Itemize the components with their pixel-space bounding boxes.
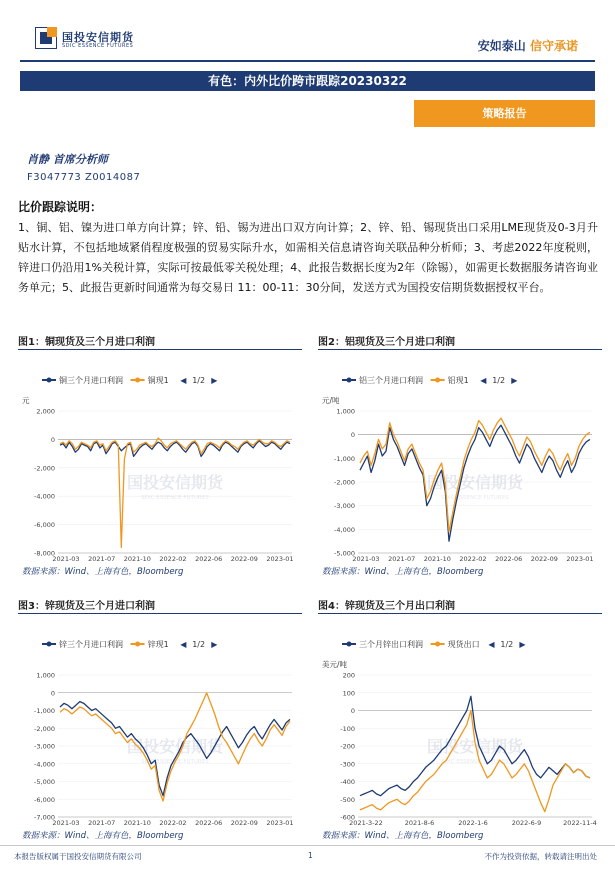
x-tick-label: 2021-03 [52, 819, 80, 827]
legend-prev-icon[interactable]: ◀ [488, 640, 495, 649]
x-tick-label: 2021-07 [88, 555, 116, 563]
legend-label-2: 铝现1 [447, 376, 469, 385]
y-tick-label: -2,000 [334, 478, 355, 487]
legend-marker-1 [347, 642, 352, 647]
y-unit-label: 元/吨 [322, 396, 340, 405]
x-tick-label: 2022-09 [230, 555, 258, 563]
y-tick-label: -6,000 [34, 521, 55, 530]
chart-3-caption-rule [18, 613, 302, 614]
logo-text: 国投安信期货 [62, 31, 134, 44]
x-tick-label: 2022-02 [159, 555, 187, 563]
report-type-tag: 策略报告 [414, 100, 595, 127]
x-tick-label: 2021-07 [88, 819, 116, 827]
legend-page-indicator: 1/2 [500, 640, 514, 649]
legend-next-icon[interactable]: ▶ [511, 376, 518, 385]
y-tick-label: -600 [340, 813, 355, 822]
y-tick-label: -4,000 [34, 492, 55, 501]
y-tick-label: -500 [340, 795, 355, 804]
legend-marker-1 [47, 378, 52, 383]
x-tick-label: 2022-02 [159, 819, 187, 827]
x-tick-label: 2021-07 [388, 555, 416, 563]
chart-4-caption: 图4：锌现货及三个月出口利润 [318, 601, 455, 612]
x-tick-label: 2022-6-9 [511, 819, 542, 827]
legend-label-2: 锌现1 [147, 640, 169, 649]
x-tick-label: 2022-11-4 [563, 819, 597, 827]
legend-label-1: 铜三个月进口利润 [59, 376, 123, 385]
legend-marker-2 [135, 378, 140, 383]
y-tick-label: -4,000 [34, 760, 55, 769]
chart-1-source: 数据来源：Wind、上海有色，Bloomberg [22, 567, 184, 577]
y-tick-label: -2,000 [34, 464, 55, 473]
legend-label-1: 三个月锌出口利润 [359, 640, 423, 649]
x-tick-label: 2023-01 [266, 819, 294, 827]
chart-2 [318, 353, 602, 563]
slogan [478, 37, 578, 54]
y-tick-label: -2,000 [34, 724, 55, 733]
y-tick-label: 1,000 [36, 671, 55, 680]
legend-page-indicator: 1/2 [492, 376, 506, 385]
chart-4-source: 数据来源：Wind、上海有色，Bloomberg [322, 831, 484, 841]
chart-3-caption: 图3：锌现货及三个月进口利润 [18, 601, 155, 612]
y-tick-label: 0 [50, 689, 55, 698]
chart-1-caption-rule [18, 349, 302, 350]
y-unit-label: 美元/吨 [322, 660, 348, 669]
legend-marker-1 [347, 378, 352, 383]
y-unit-label: 元 [22, 396, 30, 405]
legend-prev-icon[interactable]: ◀ [480, 376, 487, 385]
x-tick-label: 2021-10 [123, 555, 151, 563]
y-tick-label: -1,000 [34, 707, 55, 715]
x-tick-label: 2021-03 [352, 555, 380, 563]
footer-copyright: 本报告版权属于国投安信期货有限公司 [14, 852, 142, 861]
legend-page-indicator: 1/2 [192, 640, 206, 649]
chart-2-source: 数据来源：Wind、上海有色，Bloomberg [322, 567, 484, 577]
slogan-part-1: 安如泰山 [477, 39, 526, 53]
legend-label-1: 铝三个月进口利润 [359, 376, 423, 385]
x-tick-label: 2022-06 [195, 555, 223, 563]
legend-label-2: 铜现1 [147, 376, 169, 385]
x-tick-label: 2023-01 [566, 555, 594, 563]
page-number: 1 [308, 851, 313, 860]
chart-4-caption-rule [318, 613, 602, 614]
chart-2-caption-rule [318, 349, 602, 350]
x-tick-label: 2022-06 [495, 555, 523, 563]
legend-marker-2 [435, 378, 440, 383]
watermark-subtext: SDIC ESSENCE FUTURES [141, 759, 209, 765]
watermark-subtext: SDIC ESSENCE FUTURES [141, 495, 209, 501]
analyst-credentials: F3047773 Z0014087 [27, 172, 141, 183]
footer-divider [0, 845, 615, 846]
watermark-text: 国投安信期货 [126, 737, 224, 756]
x-tick-label: 2021-10 [423, 555, 451, 563]
y-tick-label: -3,000 [334, 502, 355, 511]
description-paragraph: 1、铜、铝、镍为进口单方向计算；锌、铅、锡为进出口双方向计算；2、锌、铅、锡现货出口采用LME现货及0-3月升贴水计算，不包括地域紧俏程度极强的贸易实际升水，如需相关信息请咨询关联品种分析师；3、考虑2022年度税则，锌进口仍沿用1%关税计算，实际可按最低零关税处理；4、此报告数据长度为2年（除锡），如需更长数据服务请咨询业务单元；5、此报告更新时间通常为每交易日 11：00-11：30分间，发送方式为国投安信期货数据授权平台。 [18, 221, 598, 294]
y-tick-label: -3,000 [34, 742, 55, 751]
x-tick-label: 2022-06 [195, 819, 223, 827]
x-tick-label: 2021-3-22 [349, 819, 383, 827]
x-tick-label: 2021-8-6 [404, 819, 435, 827]
legend-marker-2 [435, 642, 440, 647]
y-tick-label: 0 [350, 707, 355, 715]
series-line-2 [60, 438, 290, 547]
y-tick-label: -100 [340, 724, 355, 733]
chart-3-legend [42, 639, 169, 649]
legend-prev-icon[interactable]: ◀ [180, 640, 187, 649]
legend-label-2: 现货出口 [447, 640, 480, 649]
x-tick-label: 2021-03 [52, 555, 80, 563]
legend-next-icon[interactable]: ▶ [519, 640, 526, 649]
y-tick-label: -1,000 [334, 454, 355, 463]
chart-2-legend [342, 375, 469, 385]
watermark-text: 国投安信期货 [426, 473, 524, 492]
analyst-name: 肖静 首席分析师 [27, 153, 108, 166]
y-tick-label: 0 [350, 431, 355, 440]
y-tick-label: 100 [342, 689, 355, 698]
y-tick-label: 1,000 [336, 407, 355, 416]
x-tick-label: 2022-09 [530, 555, 558, 563]
y-tick-label: 2,000 [36, 407, 55, 416]
legend-label-1: 锌三个月进口利润 [59, 640, 123, 649]
y-tick-label: -200 [340, 742, 355, 751]
y-tick-label: -5,000 [34, 778, 55, 786]
footer-disclaimer: 不作为投资依据，转载请注明出处 [484, 852, 597, 861]
y-tick-label: -400 [340, 778, 355, 786]
header-divider [20, 60, 595, 62]
logo-icon [35, 27, 57, 49]
x-tick-label: 2022-1-6 [458, 819, 488, 827]
legend-marker-2 [135, 642, 140, 647]
x-tick-label: 2023-01 [266, 555, 294, 563]
chart-4 [318, 617, 602, 827]
logo-subtext: SDIC ESSENCE FUTURES [62, 43, 134, 49]
legend-next-icon[interactable]: ▶ [211, 640, 218, 649]
x-tick-label: 2022-02 [459, 555, 487, 563]
legend-prev-icon[interactable]: ◀ [180, 376, 187, 385]
chart-1-legend [42, 375, 169, 385]
chart-3 [18, 617, 302, 827]
legend-next-icon[interactable]: ▶ [211, 376, 218, 385]
chart-1 [18, 353, 302, 563]
y-tick-label: 0 [50, 435, 55, 444]
y-tick-label: 200 [342, 671, 355, 680]
watermark-text: 国投安信期货 [426, 737, 524, 756]
section-title: 比价跟踪说明： [18, 200, 103, 214]
legend-page-indicator: 1/2 [192, 376, 206, 385]
report-title: 有色：内外比价跨市跟踪20230322 [20, 71, 595, 91]
y-tick-label: -7,000 [34, 813, 55, 822]
slogan-part-2: 信守承诺 [529, 39, 578, 53]
watermark-subtext: SDIC ESSENCE FUTURES [441, 759, 509, 765]
y-tick-label: -8,000 [34, 549, 55, 558]
chart-3-source: 数据来源：Wind、上海有色，Bloomberg [22, 831, 184, 841]
chart-4-legend [342, 639, 480, 649]
x-tick-label: 2021-10 [123, 819, 151, 827]
chart-2-caption: 图2：铝现货及三个月进口利润 [318, 337, 455, 348]
y-tick-label: -4,000 [334, 525, 355, 534]
watermark-subtext: SDIC ESSENCE FUTURES [441, 495, 509, 501]
y-tick-label: -6,000 [34, 795, 55, 804]
y-tick-label: -300 [340, 760, 355, 769]
chart-1-caption: 图1：铜现货及三个月进口利润 [18, 337, 155, 348]
legend-marker-1 [47, 642, 52, 647]
watermark-text: 国投安信期货 [126, 473, 224, 492]
y-tick-label: -5,000 [334, 549, 355, 558]
x-tick-label: 2022-09 [230, 819, 258, 827]
